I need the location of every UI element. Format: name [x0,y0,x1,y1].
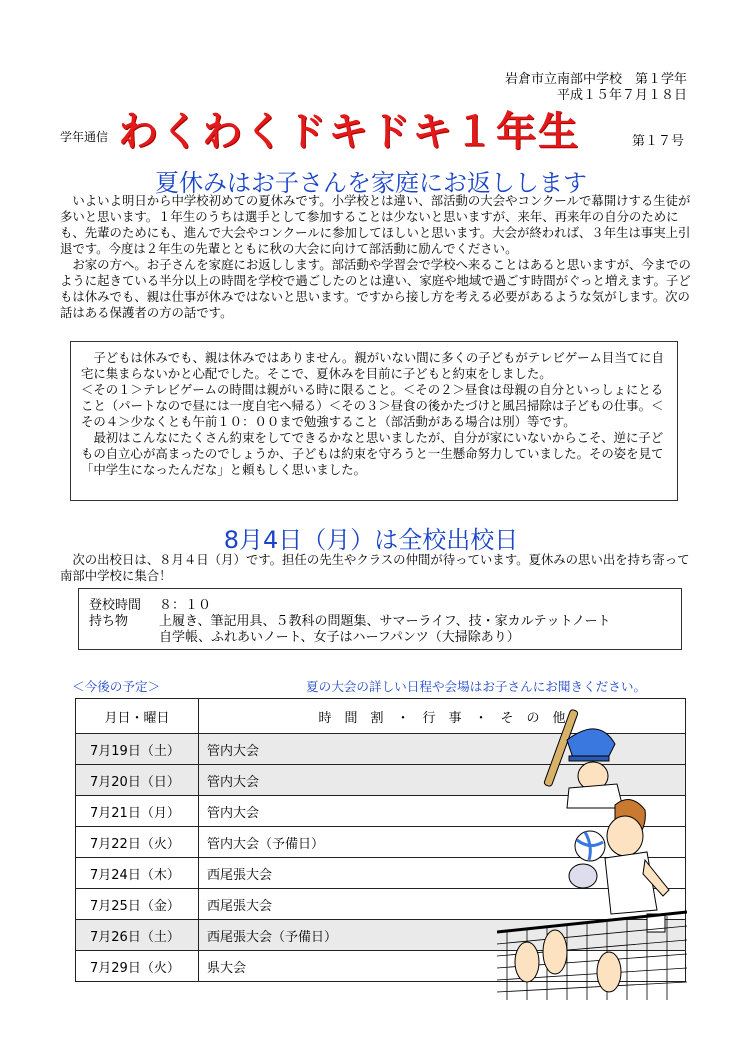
schedule-event: 管内大会（予備日） [199,827,686,858]
schedule-date: 7月22日（火） [76,827,199,858]
newsletter-title: わくわくドキドキ１年生 [118,109,580,155]
schedule-event: 管内大会 [199,734,686,765]
arrival-time-label: 登校時間 [89,598,142,613]
schedule-event: 西尾張大会（予備日） [199,920,686,951]
issue-date: 平成１５年７月１８日 [556,88,687,103]
belongings-line: 上履き、筆記用具、５教科の問題集、サマーライフ、技・家カルテットノート [159,614,611,629]
quote-paragraph: 子どもは休みでも、親は休みではありません。親がいない間に多くの子どもがテレビゲーム目当てに自宅に集まらないかと心配でした。そこで、夏休みを目前に子どもと約束をしました。 [81,350,664,381]
schedule-note: 夏の大会の詳しい日程や会場はお子さんにお聞きください。 [306,679,647,694]
newsletter-label: 学年通信 [60,130,109,144]
schedule-event: 西尾張大会 [199,889,686,920]
arrival-time-value: ８：１０ [159,598,212,613]
schedule-date: 7月24日（木） [76,858,199,889]
quote-paragraph: 最初はこんなにたくさん約束をしてできるかなと思いましたが、自分が家にいないからこそ、逆に子どもの自立心が高まったのでしょうか、子どもは約束を守ろうと一生懸命努力していました。その姿を見て「中学生になったんだな」と頼もしく思いました。 [81,430,664,477]
school-day-notice: 次の出校日は、８月４日（月）です。担任の先生やクラスの仲間が待っています。夏休みの思い出を持ち寄って南部中学校に集合！ [60,552,690,583]
date-column-header: 月日・曜日 [76,699,199,734]
parent-story-box [70,341,678,501]
issue-number: 第１７号 [632,134,685,149]
event-column-header: 時 間 割 ・ 行 事 ・ そ の 他 [199,699,686,734]
school-name: 岩倉市立南部中学校 第１学年 [504,72,687,87]
sports-illustration [497,700,687,1000]
intro-paragraph: お家の方へ。お子さんを家庭にお返しします。部活動や学習会で学校へ来ることはあると思いますが、今までのように起きている半分以上の時間を学校で過ごしたのとは違い、家庭や地域で過ごす時間がぐっと増えます。子どもは休みでも、親は仕事が休みではないと思います。ですから接し方を考える必要があるような気がします。次の話はある保護者の方の話です。 [60,257,691,320]
schedule-event: 管内大会 [199,796,686,827]
section-title-summer: 夏休みはお子さんを家庭にお返しします [155,169,587,197]
quote-paragraph: ＜その１＞テレビゲームの時間は親がいる時に限ること。＜その２＞昼食は母親の自分といっしょにとること（パートなので昼には一度自宅へ帰る）＜その３＞昼食の後かたづけと風呂掃除は子どもの仕事。＜その４＞少なくとも午前１０：００まで勉強すること（部活動がある場合は別）等です。 [81,382,664,429]
schedule-date: 7月20日（日） [76,765,199,796]
schedule-heading: ＜今後の予定＞ [72,679,161,694]
belongings-line: 自学帳、ふれあいノート、女子はハーフパンツ（大掃除あり） [159,630,520,645]
baseball-player-icon [544,709,623,808]
belongings-label: 持ち物 [89,614,129,629]
schedule-date: 7月29日（火） [76,951,199,982]
schedule-event: 管内大会 [199,765,686,796]
intro-paragraph: いよいよ明日から中学校初めての夏休みです。小学校とは違い、部活動の大会やコンクールで幕開けする生徒が多いと思います。１年生のうちは選手として参加することは少ないと思いますが、来年、再来年の自分のためにも、先輩のためにも、進んで大会やコンクールに参加してほしいと思います。大会が終われば、３年生は事実上引退です。今度は２年生の先輩とともに秋の大会に向けて部活動に励んでください。 [60,193,691,256]
volleyball-player-icon [569,800,669,932]
section-title-school-day: 8月4日（月）は全校出校日 [223,526,519,554]
schedule-date: 7月21日（月） [76,796,199,827]
intro-text [60,193,692,321]
schedule-event: 西尾張大会 [199,858,686,889]
schedule-date: 7月25日（金） [76,889,199,920]
school-day-info-box [78,588,682,650]
schedule-event: 県大会 [199,951,686,982]
schedule-date: 7月19日（土） [76,734,199,765]
schedule-date: 7月26日（土） [76,920,199,951]
blocker-hands-icon [515,930,621,992]
